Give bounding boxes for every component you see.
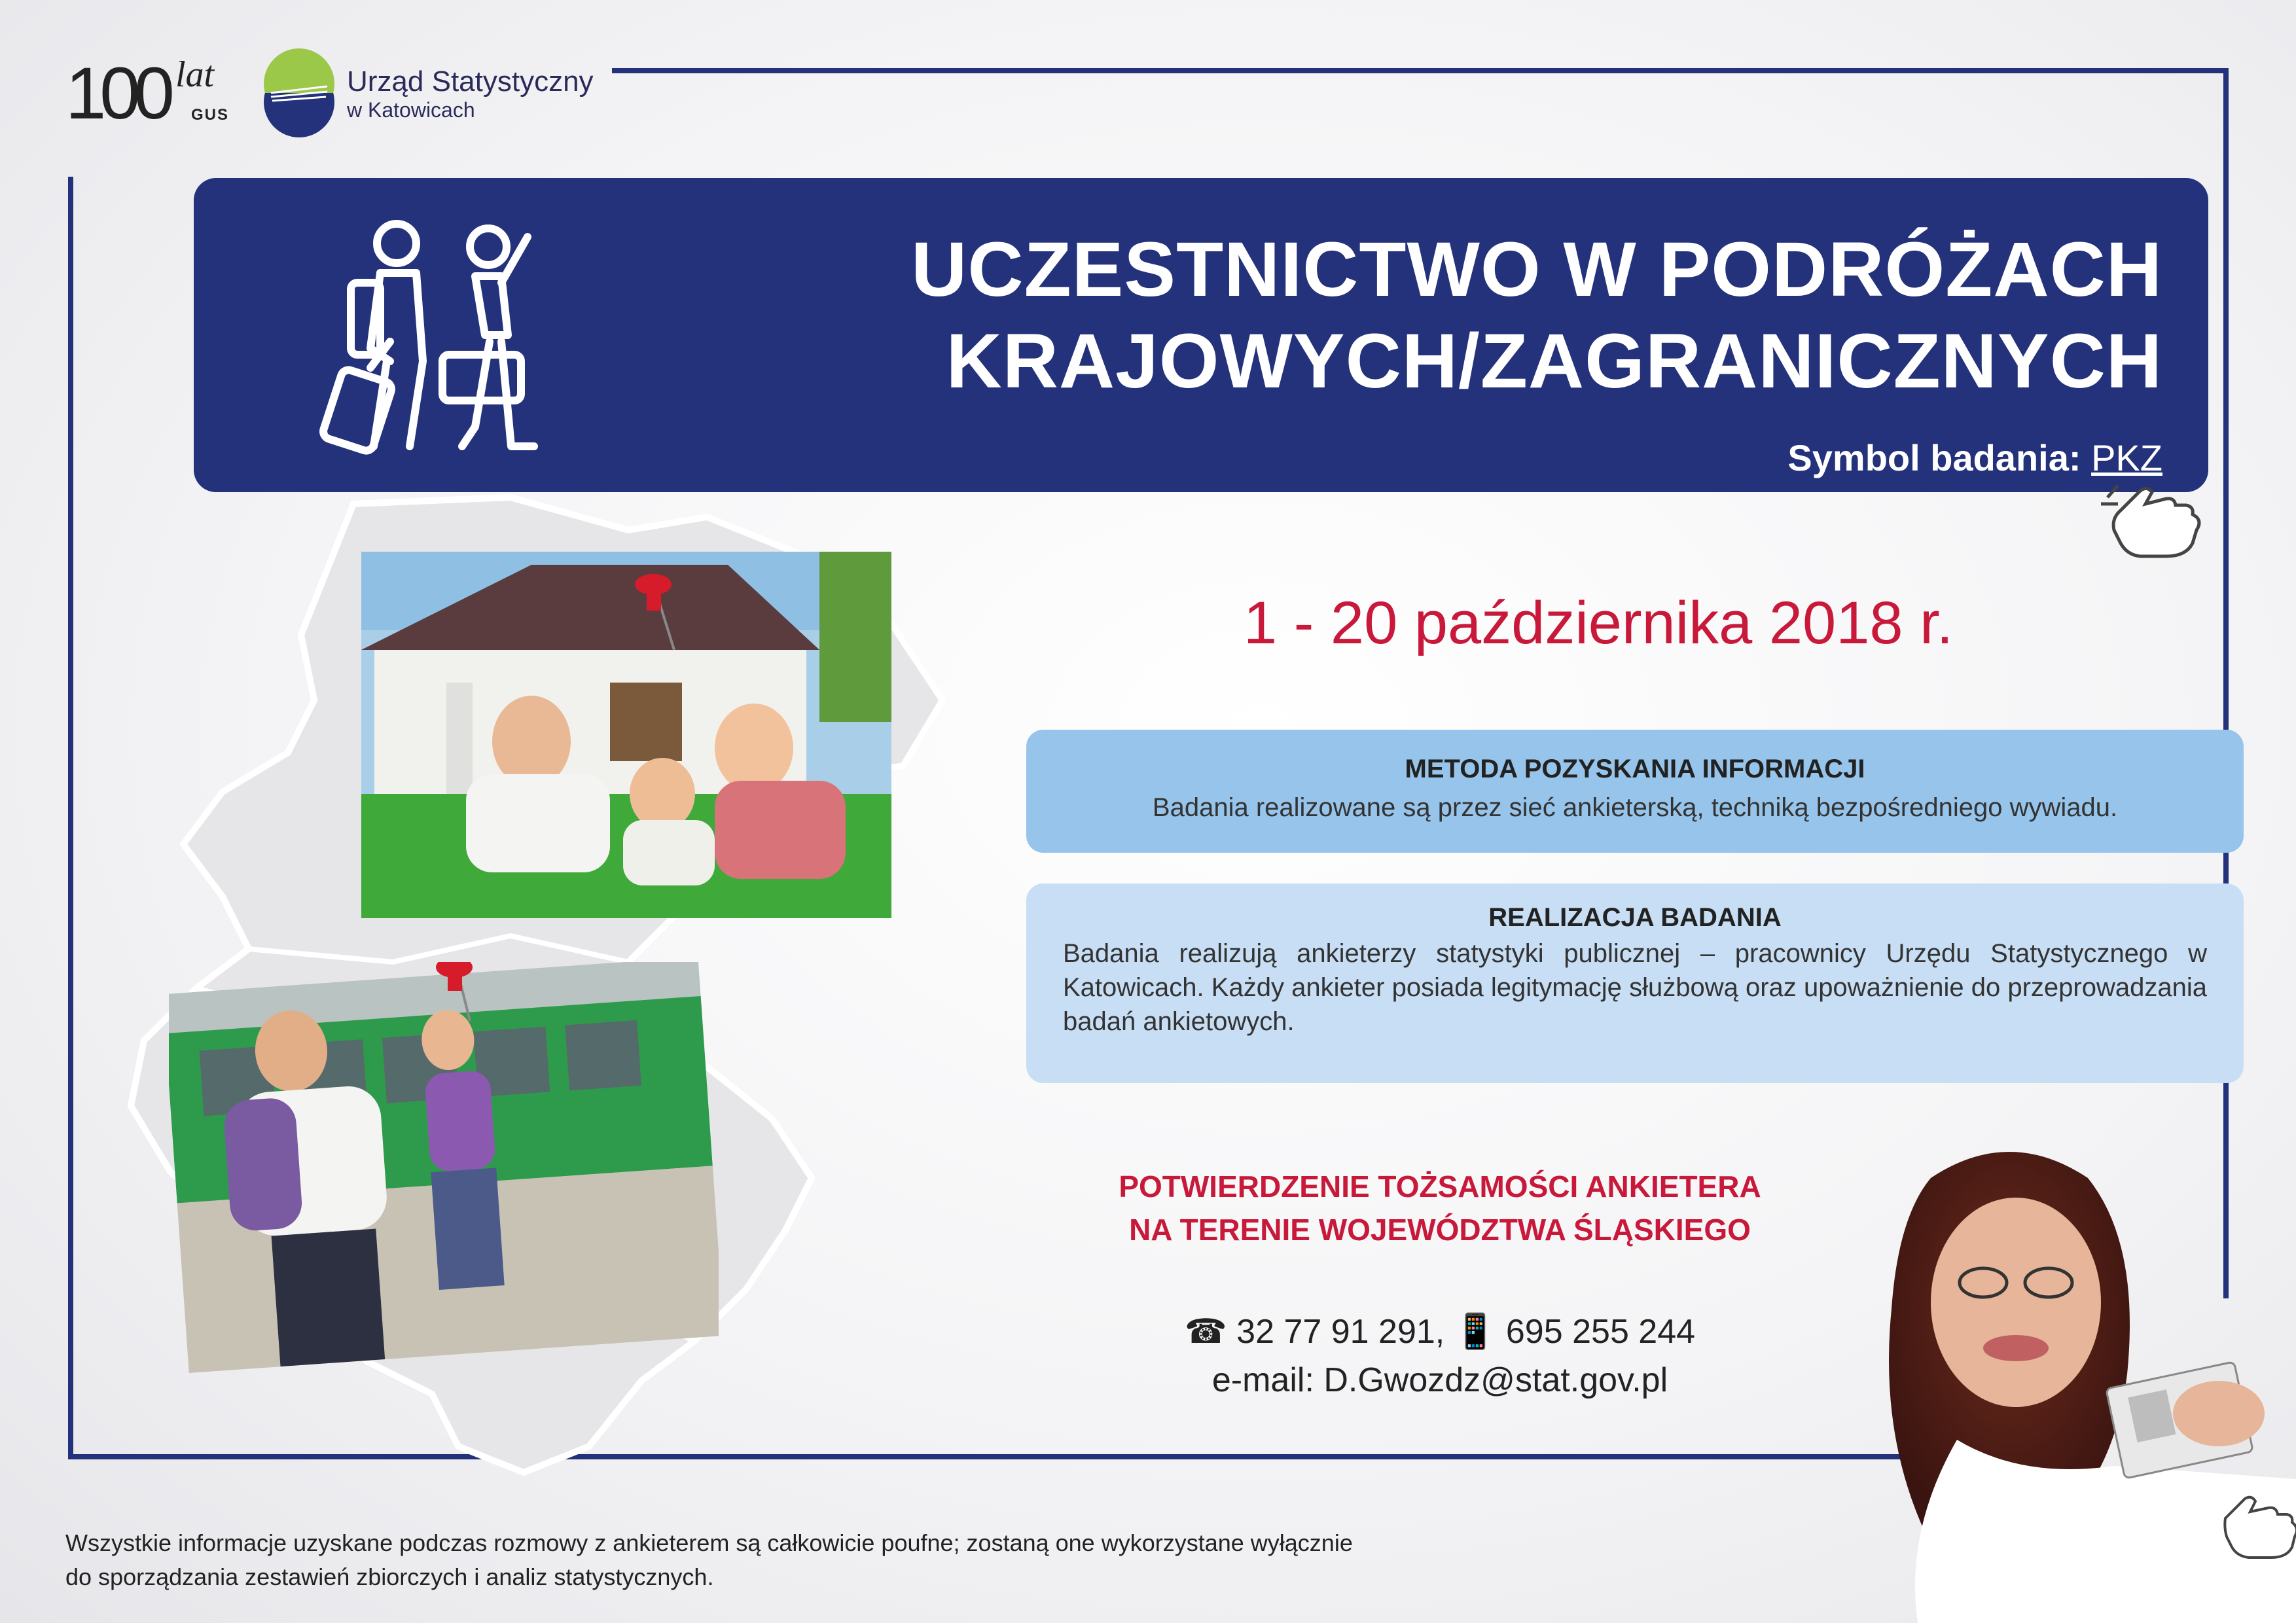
realization-text: Badania realizują ankieterzy statystyki publicznej – pracownicy Urzędu Statystycznego w Katowicach. Każdy ankieter posiada legitymację służbową oraz upoważnienie do przeprowadzania badań ankietowych.	[1063, 939, 2207, 1036]
title-line1: UCZESTNICTWO W PODRÓŻACH	[911, 226, 2162, 313]
logo-lat-text: lat	[175, 54, 215, 95]
title-banner	[194, 178, 2208, 492]
identity-confirmation-heading	[1047, 1165, 1833, 1251]
realization-heading: REALIZACJA BADANIA	[1488, 903, 1782, 932]
office-logo-icon	[257, 46, 342, 141]
hand-pointer-icon	[2094, 471, 2206, 563]
survey-symbol-label: Symbol badania:	[1787, 437, 2081, 478]
frame-left-line	[68, 177, 73, 1459]
mobile-phone-icon: 📱	[1454, 1313, 1497, 1351]
survey-date: 1 - 20 października 2018 r.	[1244, 590, 1954, 656]
mobile-number[interactable]: 695 255 244	[1505, 1313, 1696, 1351]
confirmation-line2: NA TERENIE WOJEWÓDZTWA ŚLĄSKIEGO	[1129, 1213, 1751, 1247]
frame-top-line	[612, 68, 2229, 73]
frame-right-line	[2223, 68, 2229, 1298]
confidentiality-notice	[65, 1526, 1702, 1594]
gus-100-years-logo	[65, 51, 230, 134]
phone-number[interactable]: 32 77 91 291,	[1236, 1313, 1445, 1351]
interviewer-with-id-photo	[1852, 1139, 2296, 1623]
method-text: Badania realizowane są przez sieć ankieterską, techniką bezpośredniego wywiadu.	[1152, 793, 2118, 822]
travellers-icon	[312, 211, 573, 466]
confirmation-line1: POTWIERDZENIE TOŻSAMOŚCI ANKIETERA	[1119, 1169, 1761, 1204]
train-station-photo	[169, 962, 719, 1374]
contact-details	[1113, 1308, 1767, 1404]
realization-info-box	[1026, 883, 2244, 1083]
family-house-photo	[361, 552, 891, 918]
phone-row	[1113, 1308, 1767, 1356]
email-address[interactable]: e-mail: D.Gwozdz@stat.gov.pl	[1211, 1361, 1668, 1399]
office-name-line2: w Katowicach	[347, 98, 475, 122]
method-heading: METODA POZYSKANIA INFORMACJI	[1405, 755, 1865, 783]
telephone-icon: ☎	[1184, 1313, 1227, 1351]
office-name-line1: Urząd Statystyczny	[347, 65, 594, 98]
footer-line1: Wszystkie informacje uzyskane podczas rozmowy z ankieterem są całkowicie poufne; zostaną one wykorzystane wyłącznie	[65, 1529, 1353, 1556]
logo-100-number: 100	[65, 52, 168, 134]
method-info-box	[1026, 730, 2244, 853]
survey-symbol-link[interactable]: PKZ	[2091, 437, 2162, 478]
logo-gus-text: GUS	[191, 106, 230, 124]
footer-line2: do sporządzania zestawień zbiorczych i analiz statystycznych.	[65, 1563, 714, 1590]
title-line2: KRAJOWYCH/ZAGRANICZNYCH	[946, 318, 2162, 404]
